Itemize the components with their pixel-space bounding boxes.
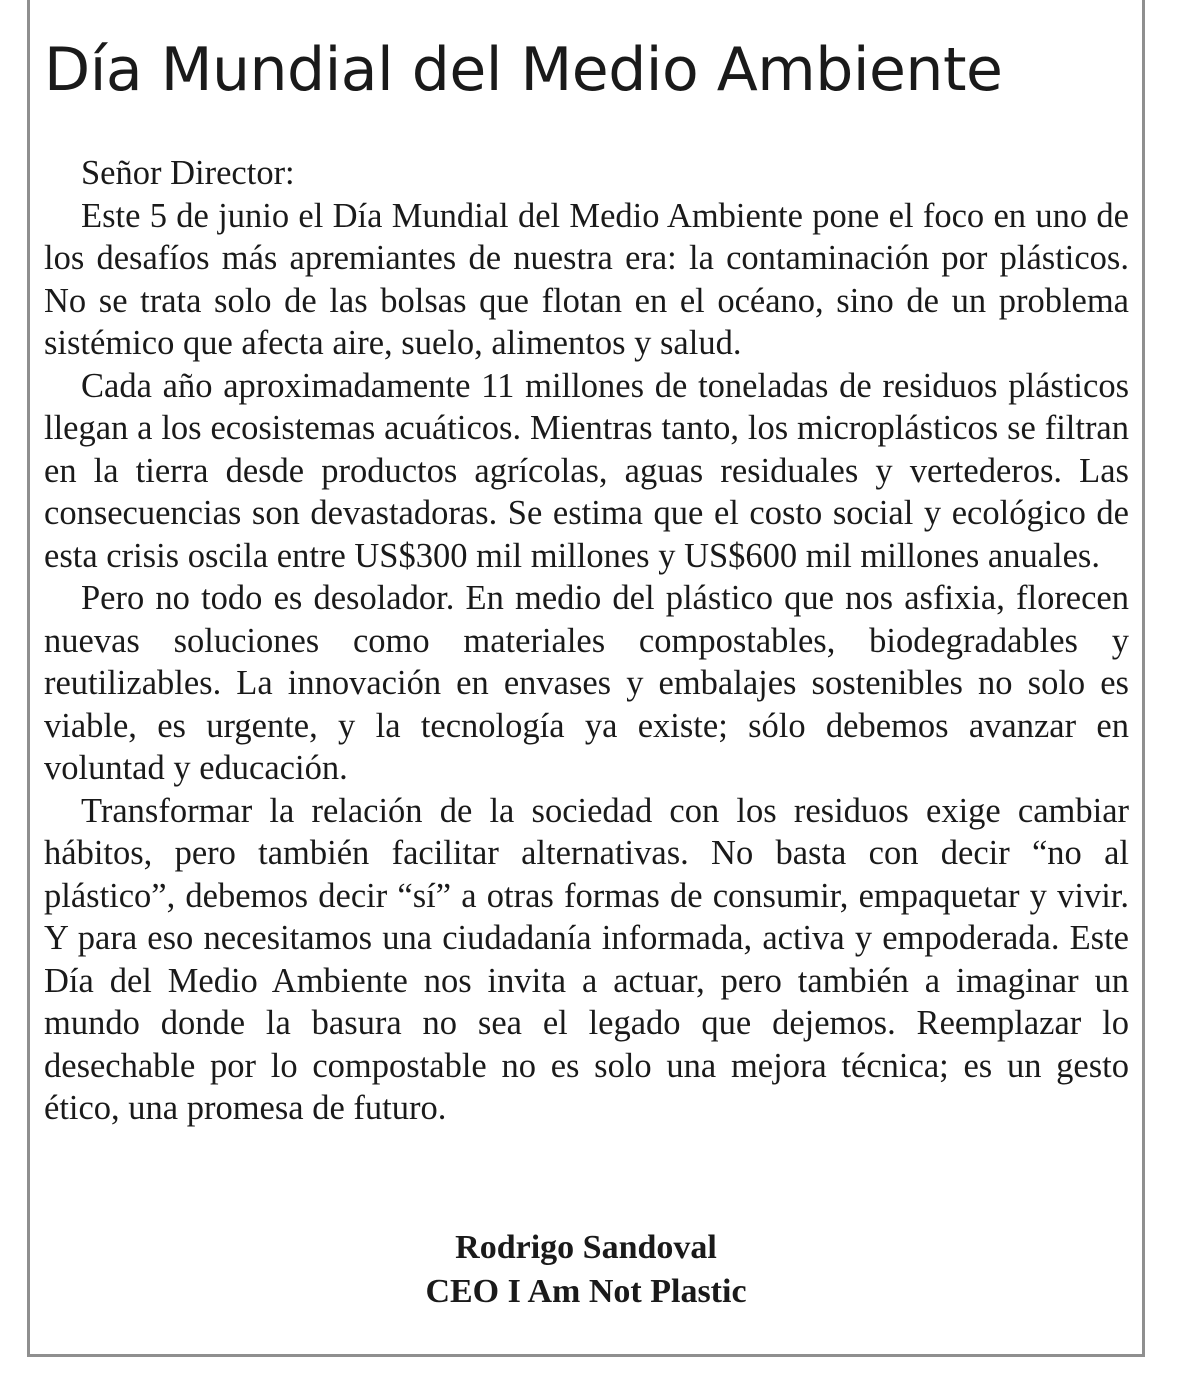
paragraph-4: Transformar la relación de la sociedad con los residuos exige cambiar hábitos, pero también facilitar alternativas. No basta con decir “no al plástico”, debemos decir “sí” a otras formas de consumir, empaquetar y vivir. Y para eso necesitamos una ciudadanía informada, activa y empoderada. Este Día del Medio Ambiente nos invita a actuar, pero también a imaginar un mundo donde la basura no sea el legado que dejemos. Reemplazar lo desechable por lo compostable no es solo una mejora técnica; es un gesto ético, una promesa de futuro. [44, 791, 1129, 1127]
salutation: Señor Director: [81, 154, 295, 192]
paragraph-3: Pero no todo es desolador. En medio del plástico que nos asfixia, florecen nuevas soluciones como materiales compostables, biodegradables y reutilizables. La innovación en envases y embalajes sostenibles no solo es viable, es urgente, y la tecnología ya existe; sólo debemos avanzar en voluntad y educación. [44, 579, 1129, 787]
letter-body [44, 152, 1129, 1130]
letter-title: Día Mundial del Medio Ambiente [44, 35, 1003, 105]
signature-role: CEO I Am Not Plastic [425, 1273, 747, 1310]
paragraph-1: Este 5 de junio el Día Mundial del Medio Ambiente pone el foco en uno de los desafíos más apremiantes de nuestra era: la contaminación por plásticos. No se trata solo de las bolsas que flotan en el océano, sino de un problema sistémico que afecta aire, suelo, alimentos y salud. [44, 196, 1129, 362]
signature-name: Rodrigo Sandoval [455, 1229, 717, 1266]
paragraph-2: Cada año aproximadamente 11 millones de toneladas de residuos plásticos llegan a los ecosistemas acuáticos. Mientras tanto, los microplásticos se filtran en la tierra desde productos agrícolas, aguas residuales y vertederos. Las consecuencias son devastadoras. Se estima que el costo social y ecológico de esta crisis oscila entre US$300 mil millones y US$600 mil millones anuales. [44, 366, 1129, 575]
